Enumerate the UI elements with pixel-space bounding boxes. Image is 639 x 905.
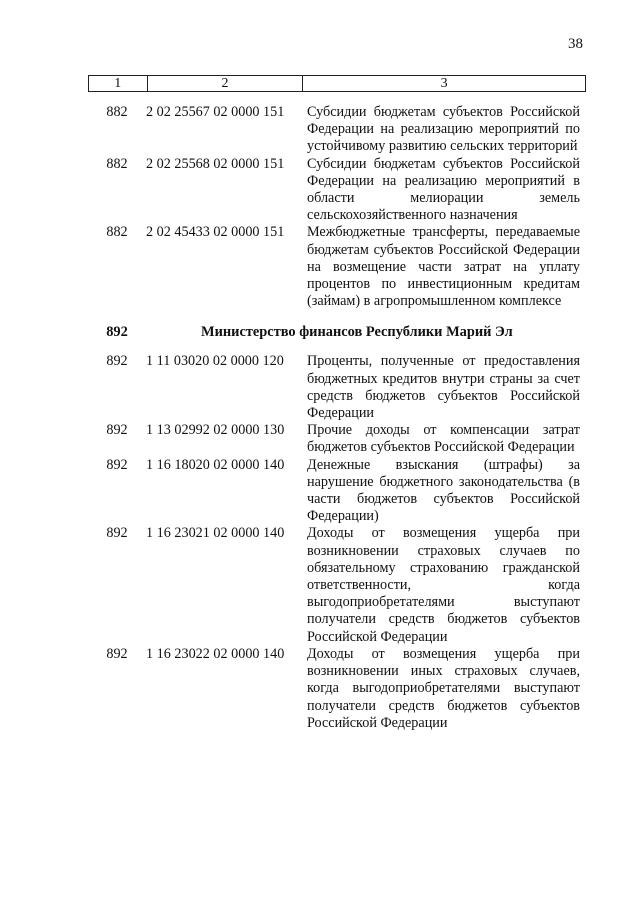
revenue-code: 1 13 02992 02 0000 130	[146, 422, 285, 439]
table-row	[88, 646, 586, 732]
revenue-code: 1 16 18020 02 0000 140	[146, 456, 285, 473]
column-header-table	[88, 75, 586, 92]
column-header-2: 2	[147, 76, 303, 92]
admin-code: 882	[106, 155, 128, 172]
table-row	[88, 525, 586, 645]
revenue-description: Прочие доходы от компенсации затрат бюджетов субъектов Российской Федерации	[307, 422, 580, 456]
column-header-1: 1	[89, 76, 148, 92]
revenue-code: 1 16 23022 02 0000 140	[146, 645, 285, 662]
admin-code: 882	[106, 104, 128, 120]
table-body	[88, 104, 586, 732]
admin-code: 882	[106, 224, 128, 241]
admin-code: 892	[106, 525, 128, 542]
revenue-description: Денежные взыскания (штрафы) за нарушение бюджетного законодательства (в части бюджетов субъектов Российской Федерации)	[307, 456, 580, 525]
admin-code: 892	[106, 456, 128, 473]
section-admin-code: 892	[106, 324, 128, 341]
section-title: Министерство финансов Республики Марий Эл	[201, 324, 513, 341]
revenue-description: Доходы от возмещения ущерба при возникновении страховых случаев по обязательному страхованию гражданской ответственности, когда выгодоприобретателями выступают получатели средств бюджетов субъектов Российской Федерации	[307, 525, 580, 645]
revenue-description: Субсидии бюджетам субъектов Российской Федерации на реализацию мероприятий в области мелиорации земель сельскохозяйственного назначения	[307, 155, 580, 224]
revenue-description: Доходы от возмещения ущерба при возникновении иных страховых случаев, когда выгодоприобретателями выступают получатели средств бюджетов субъектов Российской Федерации	[307, 645, 580, 731]
revenue-code: 2 02 25567 02 0000 151	[146, 104, 285, 120]
revenue-code: 2 02 45433 02 0000 151	[146, 224, 285, 241]
admin-code: 892	[106, 645, 128, 662]
revenue-code: 1 16 23021 02 0000 140	[146, 525, 285, 542]
revenue-description: Субсидии бюджетам субъектов Российской Федерации на реализацию мероприятий по устойчивому развитию сельских территорий	[307, 104, 580, 155]
table-row	[88, 104, 586, 156]
page-number: 38	[568, 36, 583, 52]
revenue-code: 2 02 25568 02 0000 151	[146, 155, 285, 172]
table-row	[88, 457, 586, 526]
section-heading	[88, 324, 586, 341]
table-row	[88, 156, 586, 225]
table-row	[88, 353, 586, 422]
revenue-description: Проценты, полученные от предоставления бюджетных кредитов внутри страны за счет средств бюджетов субъектов Российской Федерации	[307, 353, 580, 422]
revenue-description: Межбюджетные трансферты, передаваемые бюджетам субъектов Российской Федерации на возмещение части затрат на уплату процентов по инвестиционным кредитам (займам) в агропромышленном комплексе	[307, 224, 580, 310]
admin-code: 892	[106, 422, 128, 439]
admin-code: 892	[106, 353, 128, 370]
table-row	[88, 422, 586, 456]
table-row	[88, 224, 586, 310]
revenue-code: 1 11 03020 02 0000 120	[146, 353, 284, 370]
column-header-3: 3	[303, 76, 586, 92]
